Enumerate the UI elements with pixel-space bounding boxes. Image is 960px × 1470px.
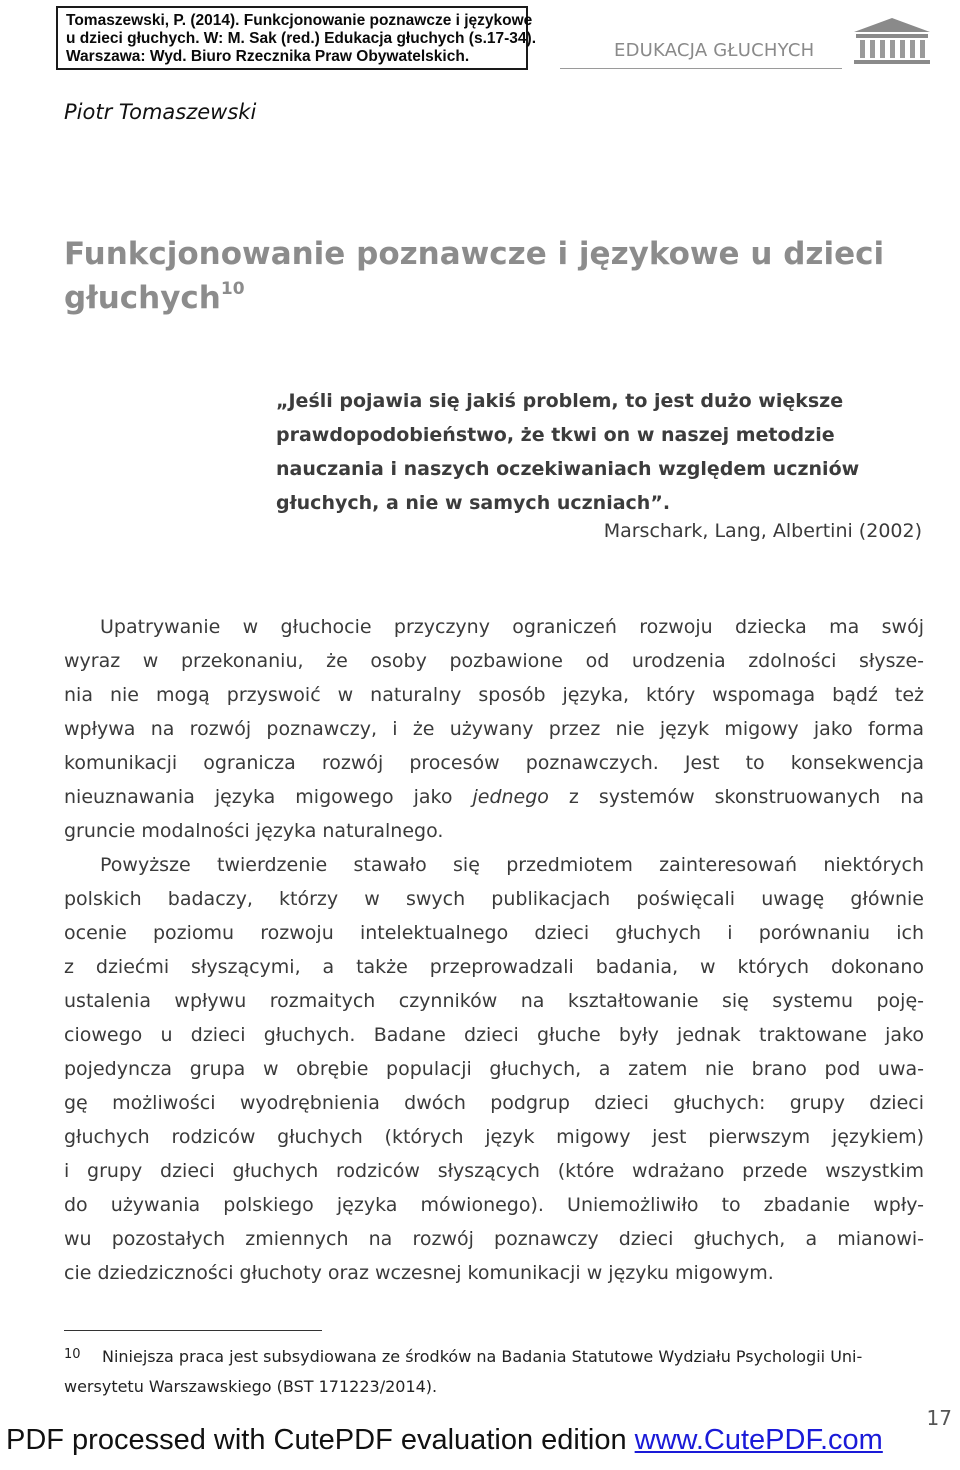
epigraph-source: Marschark, Lang, Albertini (2002): [603, 520, 922, 542]
footnote: [64, 1340, 924, 1402]
footnote-line: [64, 1340, 924, 1372]
paragraph-2-line: ciowego u dzieci głuchych. Badane dzieci głuche były jednak traktowane jako: [64, 1024, 924, 1046]
citation-line: Warszawa: Wyd. Biuro Rzecznika Praw Obywatelskich.: [66, 48, 470, 65]
epigraph-line: prawdopodobieństwo, że tkwi on w naszej metodzie: [276, 424, 835, 446]
paragraph-1-line: nia nie mogą przyswoić w naturalny sposób języka, który wspomaga bądź też: [64, 684, 924, 706]
paragraph-2-line: Powyższe twierdzenie stawało się przedmiotem zainteresowań niektórych: [100, 854, 924, 876]
title-line: Funkcjonowanie poznawcze i językowe u dzieci: [64, 236, 885, 272]
citation-line: Tomaszewski, P. (2014). Funkcjonowanie poznawcze i językowe: [66, 12, 533, 29]
paragraph-1-line: Upatrywanie w głuchocie przyczyny ograniczeń rozwoju dziecka ma swój: [100, 616, 924, 638]
footnote-reference: 10: [220, 279, 245, 299]
paragraph-2-line: cie dziedziczności głuchoty oraz wczesnej komunikacji w języku migowym.: [64, 1262, 774, 1284]
paragraph-1-line: gruncie modalności języka naturalnego.: [64, 820, 444, 842]
running-title: EDUKACJA GŁUCHYCH: [614, 40, 815, 61]
paragraph-2-line: wu pozostałych zmiennych na rozwój poznawczy dzieci głuchych, a mianowi-: [64, 1228, 924, 1250]
paragraph-2-line: pojedyncza grupa w obrębie populacji głuchych, a zatem nie brano pod uwa-: [64, 1058, 924, 1080]
epigraph-line: nauczania i naszych oczekiwaniach względem uczniów: [276, 458, 860, 480]
citation-box: [56, 6, 537, 70]
epigraph-line: głuchych, a nie w samych uczniach”.: [276, 492, 671, 514]
paragraph-2-line: polskich badaczy, którzy w swych publikacjach poświęcali uwagę głównie: [64, 888, 924, 910]
header-rule: [560, 68, 842, 69]
citation-line: u dzieci głuchych. W: M. Sak (red.) Edukacja głuchych (s.17-34).: [66, 30, 537, 47]
paragraph-1-line: wpływa na rozwój poznawczy, i że używany przez nie język migowy jako forma: [64, 718, 924, 740]
author-name: Piotr Tomaszewski: [64, 100, 257, 124]
watermark-text: PDF processed with CutePDF evaluation edition: [6, 1424, 635, 1456]
paragraph-2-line: głuchych rodziców głuchych (których język migowy jest pierwszym językiem): [64, 1126, 924, 1148]
footnote-rule: [64, 1330, 322, 1331]
paragraph-2-line: do używania polskiego języka mówionego). Uniemożliwiło to zbadanie wpły-: [64, 1194, 924, 1216]
paragraph-2-line: i grupy dzieci głuchych rodziców słyszących (które wdrażano przede wszystkim: [64, 1160, 924, 1182]
chapter-title: [64, 232, 934, 320]
text-run: z systemów skonstruowanych na: [548, 786, 924, 808]
page-number: 17: [926, 1406, 952, 1430]
text-run: nieuznawania języka migowego jako: [64, 786, 473, 808]
footnote-number: 10: [64, 1347, 81, 1362]
epigraph-line: „Jeśli pojawia się jakiś problem, to jest dużo większe: [276, 390, 844, 412]
title-line: [64, 276, 934, 320]
paragraph-1-line: wyraz w przekonaniu, że osoby pozbawione od urodzenia zdolności słysze-: [64, 650, 924, 672]
body-text: [64, 610, 924, 1290]
paragraph-1-line: komunikacji ogranicza rozwój procesów poznawczych. Jest to konsekwencja: [64, 752, 924, 774]
paragraph-2-line: ocenie poziomu rozwoju intelektualnego dzieci głuchych i porównaniu ich: [64, 922, 924, 944]
building-columns-icon: [850, 14, 934, 68]
footnote-line: wersytetu Warszawskiego (BST 171223/2014).: [64, 1377, 438, 1396]
paragraph-2-line: gę możliwości wyodrębnienia dwóch podgrup dzieci głuchych: grupy dzieci: [64, 1092, 924, 1114]
paragraph-2-line: z dziećmi słyszącymi, a także przeprowadzali badania, w których dokonano: [64, 956, 924, 978]
footnote-text: Niniejsza praca jest subsydiowana ze środków na Badania Statutowe Wydziału Psychologii Uni-: [102, 1347, 863, 1366]
epigraph-quote: [276, 384, 926, 520]
title-line-text: głuchych: [64, 280, 221, 316]
paragraph-2-line: ustalenia wpływu rozmaitych czynników na kształtowanie się systemu poję-: [64, 990, 924, 1012]
paragraph-1-line: [64, 780, 924, 814]
pdf-watermark: [6, 1424, 883, 1457]
watermark-link[interactable]: www.CutePDF.com: [634, 1424, 883, 1456]
emphasis-text: jednego: [472, 786, 549, 808]
